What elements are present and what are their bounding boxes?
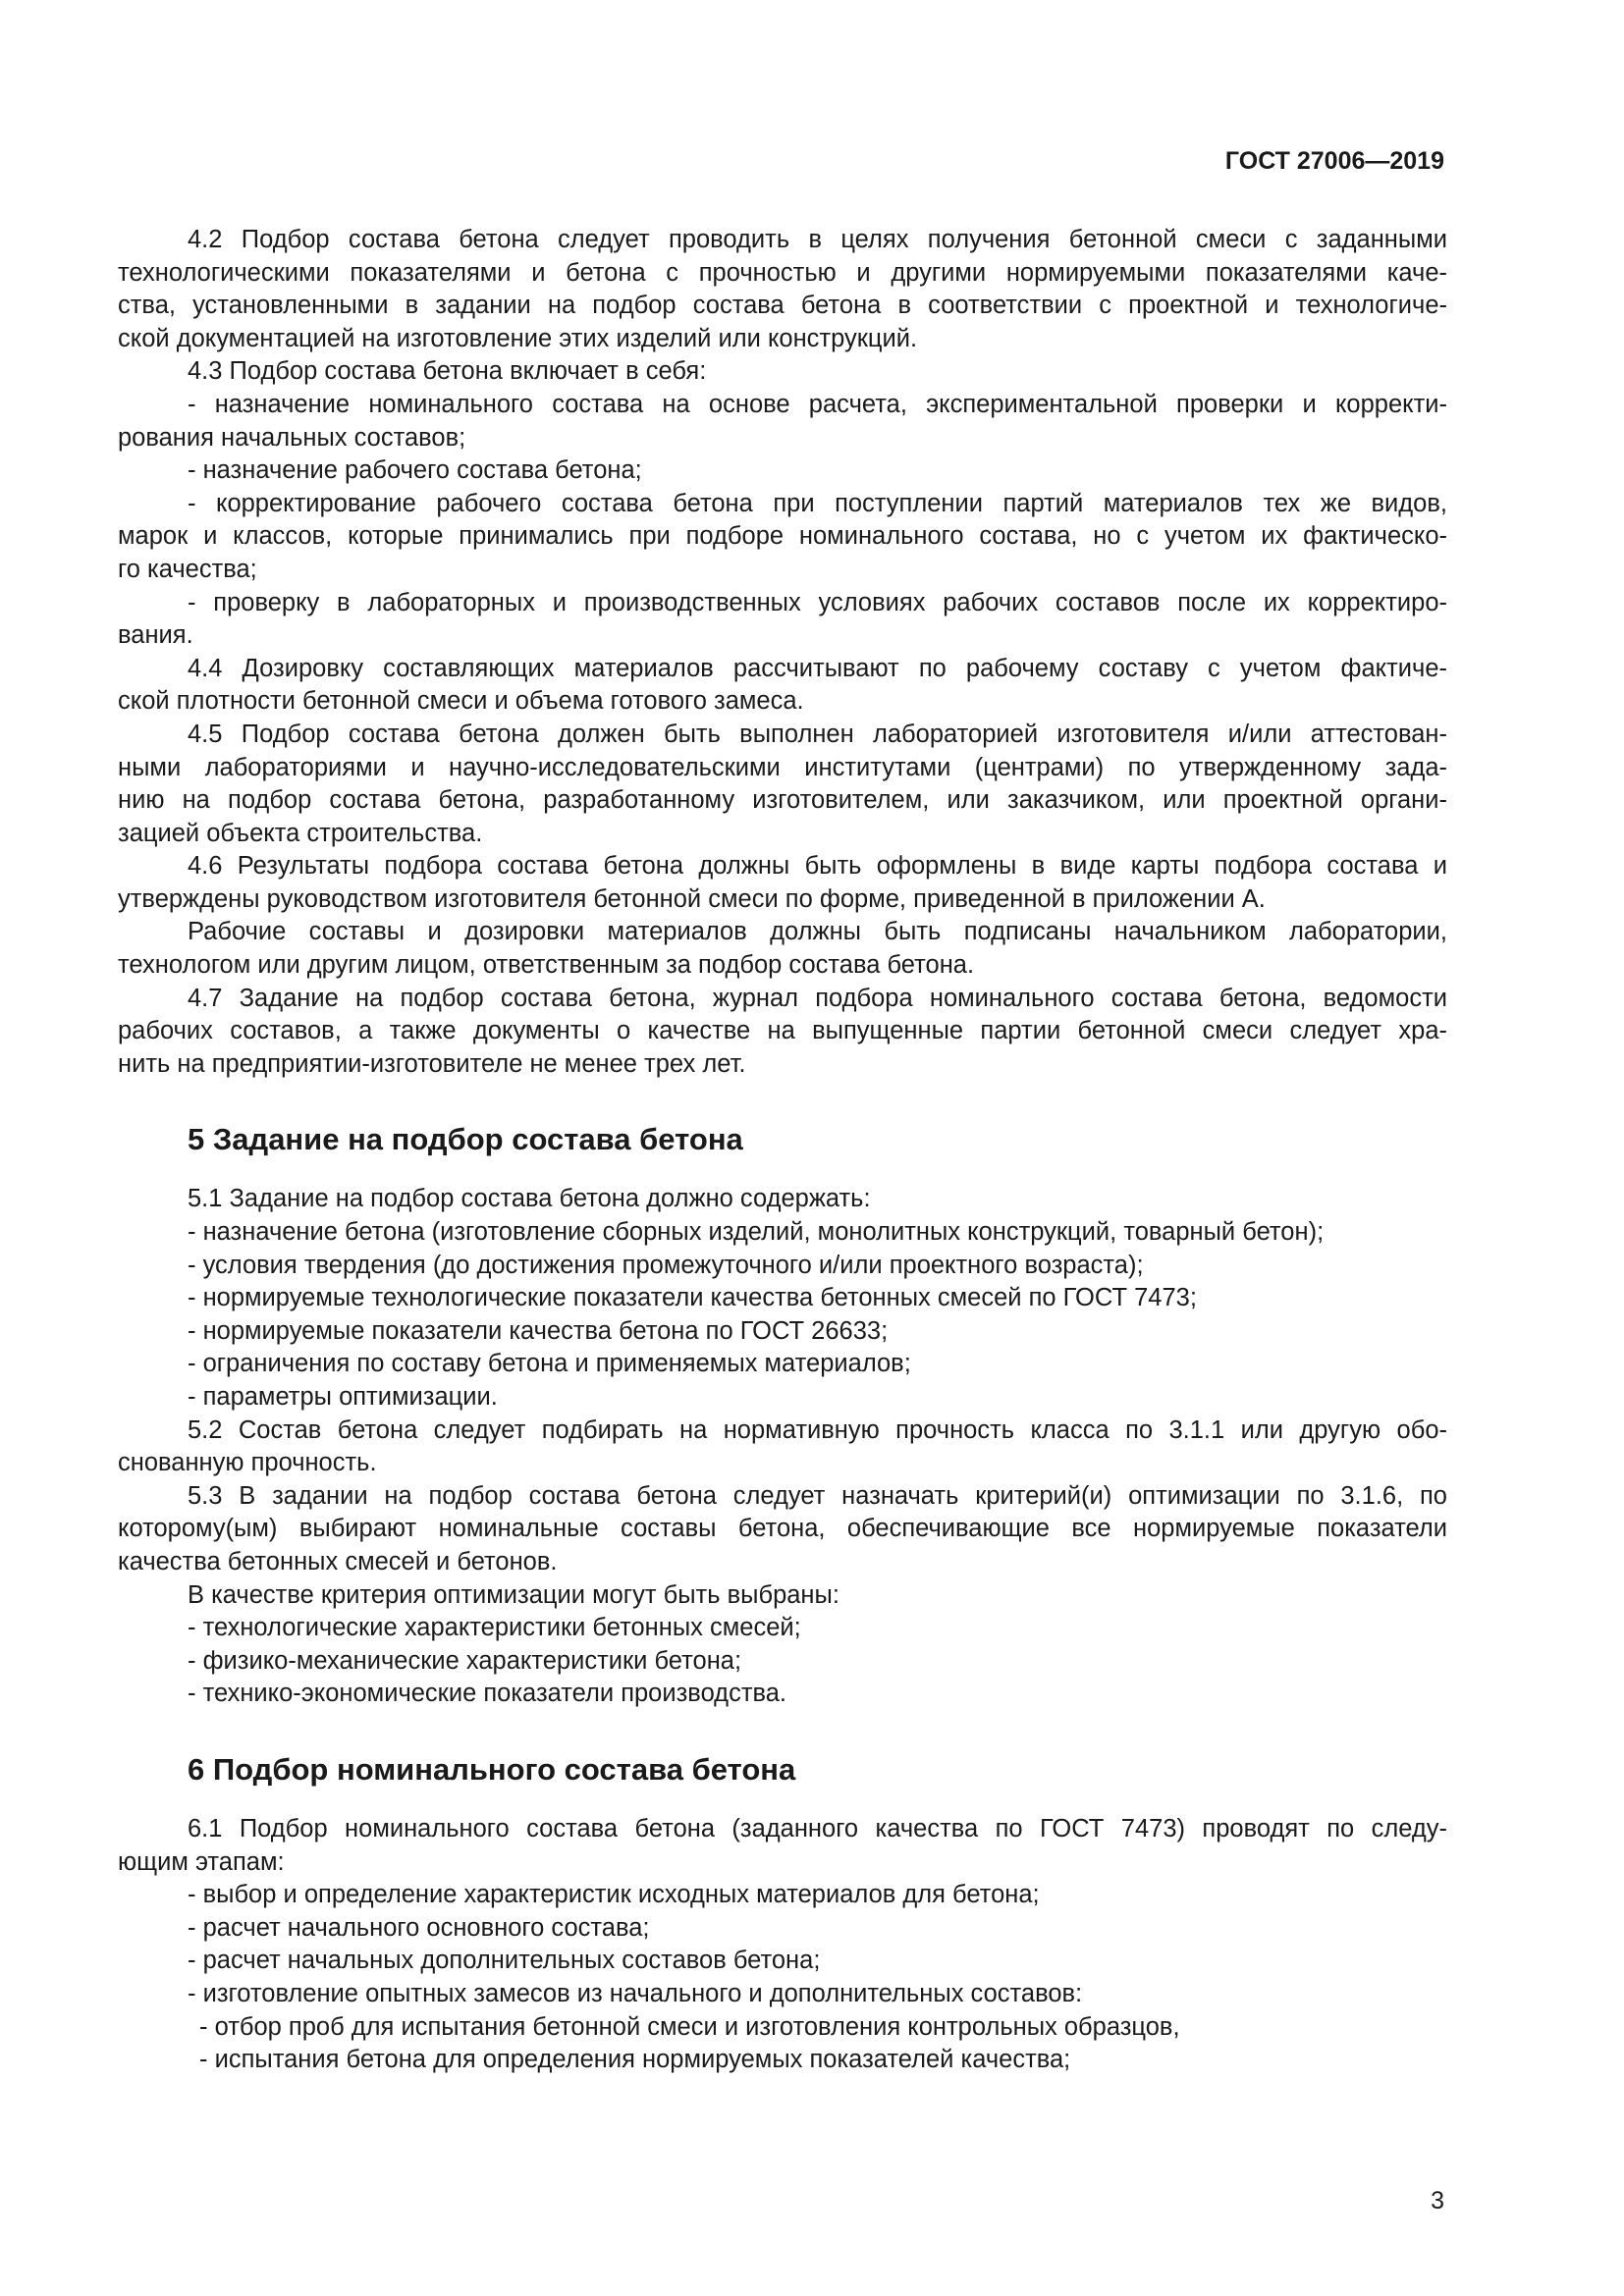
paragraph-4-6 [118,850,1447,916]
text-line: 4.2 Подбор состава бетона следует проводить в целях получения бетонной смеси с заданными [188,226,1447,253]
section-5-3-list [118,1612,1447,1711]
list-item: - физико-механические характеристики бетона; [188,1646,742,1675]
text-line: 5.2 Состав бетона следует подбирать на нормативную прочность класса по 3.1.1 или другую обо- [188,1415,1447,1444]
list-subitem: - испытания бетона для определения нормируемых показателей качества; [199,2046,1071,2074]
paragraph-4-3: 4.3 Подбор состава бетона включает в себя: [188,357,707,386]
text-line: го качества; [118,555,257,583]
list-item: - условия твердения (до достижения промежуточного и/или проектного возраста); [188,1251,1144,1279]
list-item [118,389,1447,454]
text-line: ющим этапам: [118,1847,285,1876]
list-item: - технологические характеристики бетонных смесей; [188,1614,801,1642]
text-line: ской плотности бетонной смеси и объема готового замеса. [118,687,804,716]
section-5-heading: 5 Задание на подбор состава бетона [188,1122,743,1157]
list-item: - нормируемые технологические показатели качества бетонных смесей по ГОСТ 7473; [188,1284,1197,1312]
text-line: 4.4 Дозировку составляющих материалов рассчитывают по рабочему составу с учетом фактиче- [188,654,1447,682]
paragraph-5-2 [118,1415,1447,1480]
text-line: ской документацией на изготовление этих изделий или конструкций. [118,324,918,352]
text-line: 6.1 Подбор номинального состава бетона (заданного качества по ГОСТ 7473) проводят по следу- [188,1814,1447,1842]
paragraph-4-7 [118,983,1447,1082]
text-line: технологом или другим лицом, ответственным за подбор состава бетона. [118,951,975,980]
text-line: - проверку в лабораторных и производственных условиях рабочих составов после их корректиро- [188,588,1447,616]
section-6-heading: 6 Подбор номинального состава бетона [188,1751,796,1787]
text-line: 4.5 Подбор состава бетона должен быть выполнен лабораторией изготовителя и/или аттестован- [188,720,1447,748]
list-item: - нормируемые показатели качества бетона по ГОСТ 26633; [188,1316,889,1345]
text-line: марок и классов, которые принимались при подборе номинального состава, но с учетом их фактическо- [118,522,1447,551]
paragraph-4-4 [118,653,1447,719]
text-line: Рабочие составы и дозировки материалов должны быть подписаны начальником лаборатории, [188,918,1447,946]
list-item [118,488,1447,587]
text-line: нить на предприятии-изготовителе не менее трех лет. [118,1049,746,1078]
section-5-1-list [118,1216,1447,1415]
document-code-header: ГОСТ 27006—2019 [1224,147,1444,175]
text-line: нию на подбор состава бетона, разработанному изготовителем, или заказчиком, или проектной органи- [118,786,1447,815]
document-body [118,224,1447,2077]
text-line: 5.3 В задании на подбор состава бетона следует назначать критерий(и) оптимизации по 3.1.6, по [188,1481,1447,1510]
paragraph-5-3 [118,1480,1447,1579]
text-line: - назначение номинального состава на основе расчета, экспериментальной проверки и корректи- [188,390,1447,418]
list-item: - изготовление опытных замесов из начального и дополнительных составов: [188,1979,1083,2007]
text-line: рабочих составов, а также документы о качестве на выпущенные партии бетонной смеси следует хра- [118,1017,1447,1045]
text-line: вания. [118,621,193,650]
list-item: - параметры оптимизации. [188,1383,498,1411]
paragraph-4-6-continued [118,916,1447,982]
list-item: - ограничения по составу бетона и применяемых материалов; [188,1350,911,1378]
list-item: - назначение бетона (изготовление сборных изделий, монолитных конструкций, товарный бетон); [188,1218,1325,1247]
paragraph-4-5 [118,719,1447,850]
paragraph-5-1: 5.1 Задание на подбор состава бетона должно содержать: [188,1185,871,1213]
list-item: - выбор и определение характеристик исходных материалов для бетона; [188,1881,1040,1909]
paragraph-4-2 [118,224,1447,355]
text-line: 4.6 Результаты подбора состава бетона должны быть оформлены в виде карты подбора состава и [188,852,1447,881]
list-item: - назначение рабочего состава бетона; [188,456,642,485]
list-subitem: - отбор проб для испытания бетонной смеси и изготовления контрольных образцов, [199,2012,1180,2041]
text-line: ными лабораториями и научно-исследовательскими институтами (центрами) по утвержденному зада- [118,753,1447,781]
text-line: рования начальных составов; [118,423,466,452]
list-item [118,587,1447,653]
paragraph-6-1 [118,1813,1447,1879]
text-line: - корректирование рабочего состава бетона при поступлении партий материалов тех же видов, [188,489,1447,517]
list-item: - технико-экономические показатели производства. [188,1680,787,1708]
text-line: ства, установленными в задании на подбор состава бетона в соответствии с проектной и технологиче- [118,292,1447,320]
page-number: 3 [1431,2187,1444,2215]
paragraph-5-3-continued: В качестве критерия оптимизации могут быть выбраны: [188,1580,839,1609]
list-item: - расчет начального основного состава; [188,1913,650,1942]
text-line: которому(ым) выбирают номинальные составы бетона, обеспечивающие все нормируемые показатели [118,1515,1447,1543]
list-item: - расчет начальных дополнительных составов бетона; [188,1947,821,1975]
text-line: утверждены руководством изготовителя бетонной смеси по форме, приведенной в приложении А. [118,884,1266,913]
section-6-1-list [118,1879,1447,2077]
text-line: технологическими показателями и бетона с прочностью и другими нормируемыми показателями каче- [118,258,1447,287]
text-line: качества бетонных смесей и бетонов. [118,1547,558,1575]
text-line: зацией объекта строительства. [118,819,483,847]
text-line: 4.7 Задание на подбор состава бетона, журнал подбора номинального состава бетона, ведомости [188,984,1447,1012]
text-line: снованную прочность. [118,1449,377,1477]
